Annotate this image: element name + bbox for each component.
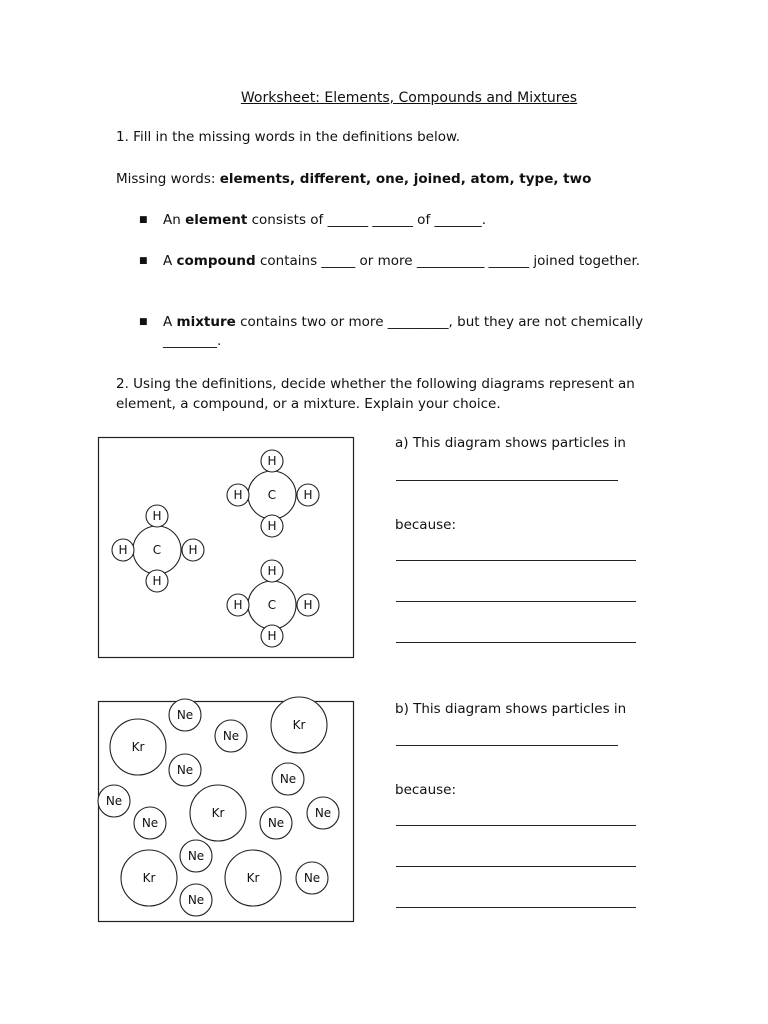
atom-carbon-label: C — [152, 543, 162, 557]
atom-hydrogen-label: H — [233, 598, 243, 612]
atom-neon-label: Ne — [176, 708, 194, 722]
atom-hydrogen-label: H — [267, 519, 277, 533]
atom-hydrogen-label: H — [152, 509, 162, 523]
answer-line[interactable] — [396, 866, 636, 867]
atom-hydrogen-label: H — [233, 488, 243, 502]
part-a-because: because: — [395, 517, 457, 533]
part-a-label: a) This diagram shows particles in — [395, 435, 626, 451]
answer-line[interactable] — [396, 601, 636, 602]
answer-line[interactable] — [396, 745, 618, 746]
question-1-prompt: 1. Fill in the missing words in the definitions below. — [116, 129, 461, 145]
definition-text: contains _____ or more __________ ______ joined together. — [255, 253, 641, 269]
answer-line[interactable] — [396, 642, 636, 643]
bullet-marker: ■ — [139, 256, 148, 266]
bullet-marker: ■ — [139, 317, 148, 327]
answer-line[interactable] — [396, 825, 636, 826]
atom-hydrogen-label: H — [118, 543, 128, 557]
atom-neon-label: Ne — [176, 763, 194, 777]
atom-neon-label: Ne — [105, 794, 123, 808]
definition-term: element — [185, 212, 248, 228]
atom-krypton-label: Kr — [131, 740, 145, 754]
part-b-label: b) This diagram shows particles in — [395, 701, 627, 717]
atom-neon-label: Ne — [314, 806, 332, 820]
definition-prefix: An — [163, 212, 186, 228]
definition-prefix: A — [163, 314, 177, 330]
missing-words-label: Missing words: — [116, 171, 220, 187]
molecule — [227, 450, 319, 537]
atom-hydrogen-label: H — [303, 488, 313, 502]
definition-compound — [163, 252, 703, 271]
definition-mixture — [163, 313, 703, 351]
atom-hydrogen-label: H — [303, 598, 313, 612]
atom-carbon-label: C — [267, 598, 277, 612]
atom-neon-label: Ne — [267, 816, 285, 830]
diagram-a — [98, 437, 354, 658]
definition-text: contains two or more _________, but they are not chemically ________. — [163, 314, 644, 349]
atom-neon-label: Ne — [141, 816, 159, 830]
atom-hydrogen-label: H — [188, 543, 198, 557]
answer-line[interactable] — [396, 907, 636, 908]
definition-term: mixture — [176, 314, 236, 330]
atom-neon-label: Ne — [187, 893, 205, 907]
atom-hydrogen-label: H — [267, 629, 277, 643]
diagram-b — [98, 701, 354, 922]
molecule — [227, 560, 319, 647]
atom-neon-label: Ne — [279, 772, 297, 786]
missing-words-list: elements, different, one, joined, atom, type, two — [219, 171, 592, 187]
atom-krypton-label: Kr — [292, 718, 306, 732]
atom-krypton-label: Kr — [211, 806, 225, 820]
definition-term: compound — [176, 253, 256, 269]
atom-hydrogen-label: H — [267, 564, 277, 578]
answer-line[interactable] — [396, 560, 636, 561]
part-b-because: because: — [395, 782, 457, 798]
atom-neon-label: Ne — [303, 871, 321, 885]
atom-carbon-label: C — [267, 488, 277, 502]
molecule — [112, 505, 204, 592]
bullet-marker: ■ — [139, 215, 148, 225]
question-2-prompt: 2. Using the definitions, decide whether the following diagrams represent an element, a compound, or a mixture. Explain your choice. — [116, 376, 635, 412]
answer-line[interactable] — [396, 480, 618, 481]
definition-element — [163, 211, 703, 230]
atom-krypton-label: Kr — [246, 871, 260, 885]
definition-text: consists of ______ ______ of _______. — [247, 212, 487, 228]
atom-hydrogen-label: H — [267, 454, 277, 468]
atom-neon-label: Ne — [187, 849, 205, 863]
missing-words-line — [116, 171, 591, 187]
worksheet-title: Worksheet: Elements, Compounds and Mixtures — [240, 90, 578, 106]
atom-hydrogen-label: H — [152, 574, 162, 588]
definition-prefix: A — [163, 253, 177, 269]
atom-krypton-label: Kr — [142, 871, 156, 885]
atom-neon-label: Ne — [222, 729, 240, 743]
